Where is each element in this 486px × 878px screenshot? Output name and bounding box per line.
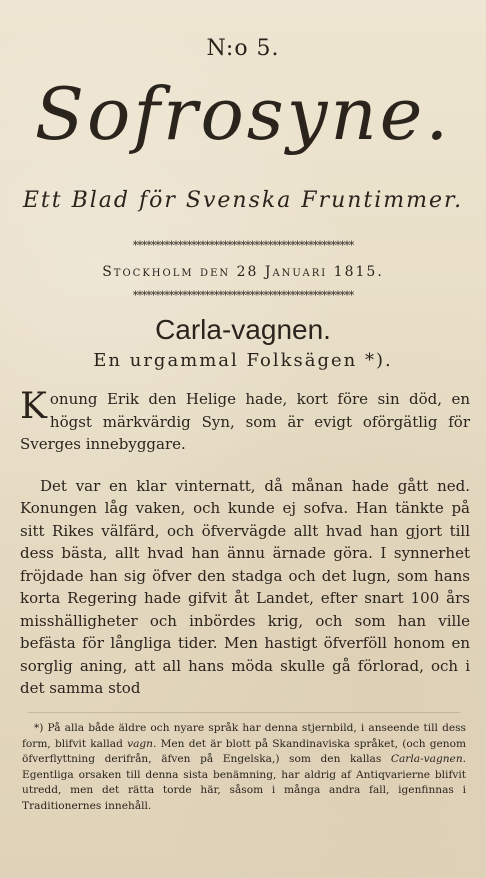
star-rule-bottom: ************************************************* (132, 290, 354, 302)
drop-cap: K (20, 386, 47, 427)
footnote-term-carla: Carla-vagnen. (390, 753, 467, 765)
paragraph-1-text: onung Erik den Helige hade, kort före sin död, en högst märkvärdig Syn, som är evigt oförgätlig för Sverges innebyggare. (20, 390, 470, 453)
publication-subtitle: Ett Blad för Svenska Fruntimmer. (22, 188, 464, 213)
article-subtitle: En urgammal Folksägen *). (93, 350, 393, 371)
footnote (22, 721, 466, 814)
footnote-text-3: Egentliga orsaken till denna sista benämning, har aldrig af Antiqvarierne blifvit utredd, men det rätta torde här, såsom i många andra fall, igenfinnas i Traditionernes innehåll. (22, 768, 466, 812)
footnote-text-2: Men det är blott på Skandinaviska språket, (och genom öfverflyttning derifrån, äfven på Engelska,) som den kallas (22, 737, 467, 765)
footnote-text-1: *) På alla både äldre och nyare språk har denna stjernbild, i anseende till dess form, blifvit kallad (22, 722, 466, 750)
article-title: Carla-vagnen. (155, 314, 331, 345)
star-rule-top: ************************************************* (132, 240, 354, 252)
article-body (20, 388, 470, 700)
publication-title: Sofrosyne. (34, 72, 452, 156)
article-paragraph-1 (20, 388, 470, 456)
footnote-rule (28, 712, 460, 713)
article-paragraph-2: Det var en klar vinternatt, då månan hade gått ned. Konungen låg vaken, och kunde ej sofva. Han tänkte på sitt Rikes välfärd, och öfvervägde allt hvad han gjort till dess bästa, allt hvad han ännu ärnade göra. I synnerhet fröjdade han sig öfver den stadga och det lugn, som hans korta Regering hade gifvit åt Landet, efter snart 100 års misshälligheter och inbördes krig, och som han ville befästa för långliga tider. Men hastigt öfverföll honom en sorglig aning, att all hans möda skulle gå förlorad, och i det samma stod (20, 476, 470, 697)
issue-number: N:o 5. (206, 36, 280, 61)
footnote-term-vagn: vagn. (127, 737, 157, 750)
dateline: Stockholm den 28 Januari 1815. (102, 264, 384, 280)
